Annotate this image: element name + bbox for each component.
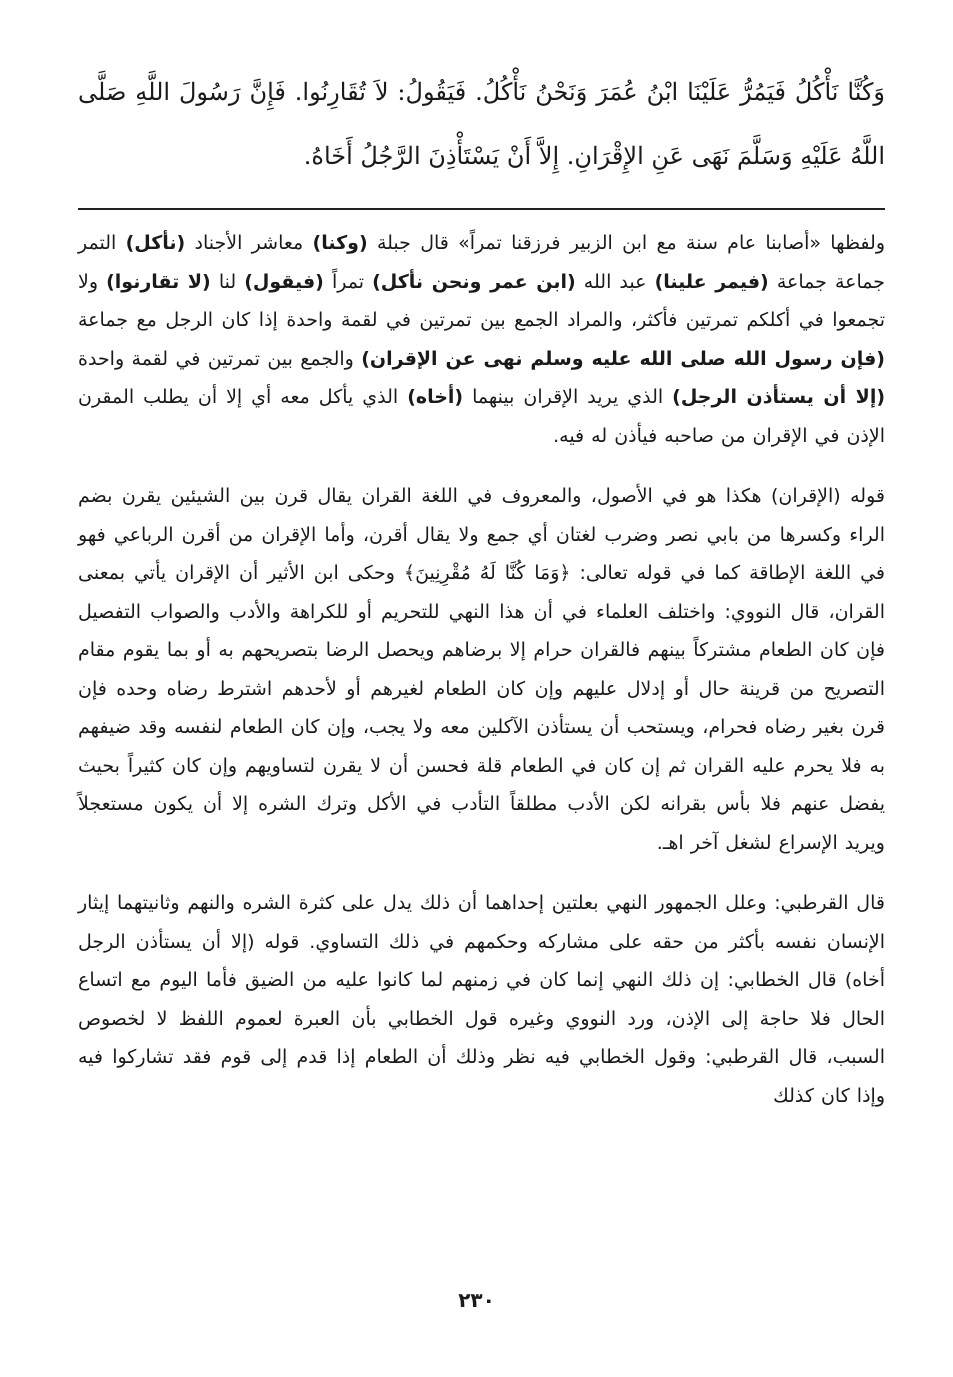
- commentary-paragraph-3: قال القرطبي: وعلل الجمهور النهي بعلتين إحداهما أن ذلك يدل على كثرة الشره والنهم وثانيتهما إيثار الإنسان نفسه بأكثر من حقه على مشاركه وحكمهم في ذلك التساوي. قوله (إلا أن يستأذن الرجل أخاه) قال الخطابي: إن ذلك النهي إنما كان في زمنهم لما كانوا عليه من الضيق فأما اليوم مع اتساع الحال فلا حاجة إلى الإذن، ورد النووي وغيره قول الخطابي بأن العبرة لعموم اللفظ لا لخصوص السبب، قال القرطبي: وقول الخطابي فيه نظر وذلك أن الطعام إذا قدم إلى قوم فقد تشاركوا فيه وإذا كان كذلك: [78, 892, 885, 1107]
- page-number: ٢٣٠: [458, 1288, 495, 1312]
- commentary-paragraph-2: قوله (الإقران) هكذا هو في الأصول، والمعروف في اللغة القران يقال قرن بين الشيئين يقرن بضم الراء وكسرها من بابي نصر وضرب لغتان أي جمع ولا يقال أقرن، وأما الإقران من أقرن الرباعي فهو في اللغة الإطاقة كما في قوله تعالى: ﴿وَمَا كُنَّا لَهُ مُقْرِنِينَ﴾ وحكى ابن الأثير أن الإقران يأتي بمعنى القران، قال النووي: واختلف العلماء في أن هذا النهي للتحريم أو للكراهة والأدب والصواب التفصيل فإن كان الطعام مشتركاً بينهم فالقران حرام إلا برضاهم ويحصل الرضا بتصريحهم به أو بما يقوم مقام التصريح من قرينة حال أو إدلال عليهم وإن كان الطعام لغيرهم أو لأحدهم اشترط رضاه وحده فإن قرن بغير رضاه فحرام، ويستحب أن يستأذن الآكلين معه ولا يجب، وإن كان الطعام لنفسه وقد ضيفهم به فلا يحرم عليه القران ثم إن كان في الطعام قلة فحسن أن لا يقرن لتساويهم وإن كان كثيراً بحيث يفضل عنهم فلا بأس بقرانه لكن الأدب مطلقاً التأدب في الأكل وترك الشره إلا أن يكون مستعجلاً ويريد الإسراع لشغل آخر اهـ.: [78, 485, 885, 854]
- quoted-word: (فإن رسول الله صلى الله عليه وسلم نهى عن الإقران): [361, 347, 885, 370]
- quoted-word: (إلا أن يستأذن الرجل): [672, 386, 886, 408]
- separator-rule: [78, 208, 885, 210]
- quoted-word: (نأكل): [125, 232, 186, 254]
- quoted-word: (وكنا): [312, 232, 368, 254]
- quoted-word: (لا تقارنوا): [106, 270, 211, 293]
- quoted-word: (فيمر علينا): [654, 270, 769, 293]
- hadith-line-2: رَسُولَ اللَّهِ صَلَّى اللَّهُ عَلَيْهِ وَسَلَّمَ نَهَى عَنِ الإِقْرَانِ. إِلاَّ أَنْ يَسْتَأْذِنَ الرَّجُلُ أَخَاهُ.: [78, 78, 885, 170]
- quoted-word: (ابن عمر ونحن نأكل): [372, 270, 576, 293]
- hadith-line-1: وَكُنَّا نَأْكُلُ فَيَمُرُّ عَلَيْنَا ابْنُ عُمَرَ وَنَحْنُ نَأْكُلُ. فَيَقُولُ: لاَ تُقَارِنُوا. فَإِنَّ: [249, 78, 885, 106]
- hadith-text: [78, 60, 885, 188]
- quoted-word: (فيقول): [244, 270, 324, 293]
- page-body: [78, 60, 885, 1115]
- quoted-word: (أخاه): [407, 386, 464, 408]
- commentary-paragraph-1: ولفظها «أصابنا عام سنة مع ابن الزبير فرزقنا تمراً» قال جبلة (وكنا) معاشر الأجناد (نأكل) التمر جماعة جماعة (فيمر علينا) عبد الله (ابن عمر ونحن نأكل) تمراً (فيقول) لنا (لا تقارنوا) ولا تجمعوا في أكلكم تمرتين فأكثر، والمراد الجمع بين تمرتين في لقمة واحدة إذا كان الرجل مع جماعة (فإن رسول الله صلى الله عليه وسلم نهى عن الإقران) والجمع بين تمرتين في لقمة واحدة (إلا أن يستأذن الرجل) الذي يريد الإقران بينهما (أخاه) الذي يأكل معه أي إلا أن يطلب المقرن الإذن في الإقران من صاحبه فيأذن له فيه.: [78, 232, 886, 447]
